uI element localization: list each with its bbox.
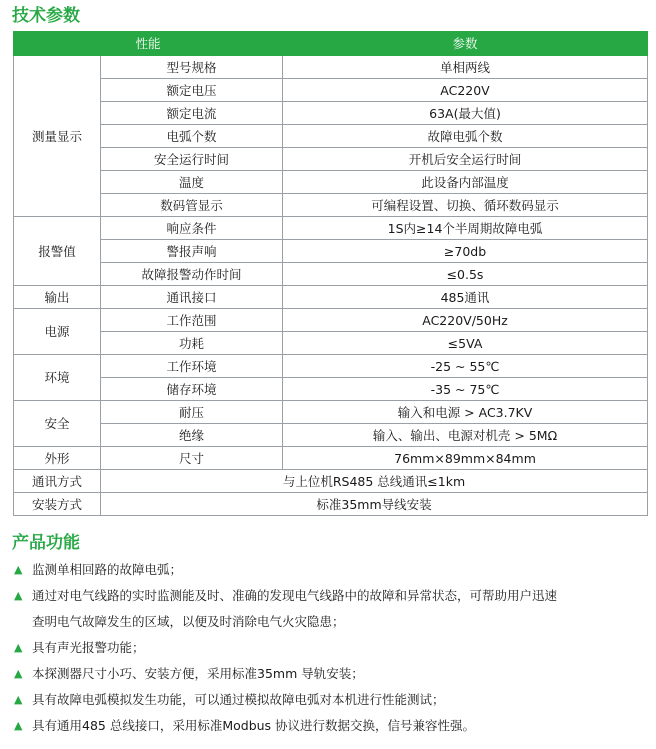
table-row xyxy=(14,309,648,332)
feature-item xyxy=(14,635,644,661)
spec-item: 通讯接口 xyxy=(101,286,283,309)
spec-item: 工作范围 xyxy=(101,309,283,332)
feature-text: 监测单相回路的故障电弧； xyxy=(32,562,183,577)
header-parameter: 参数 xyxy=(283,32,648,56)
table-row xyxy=(14,102,648,125)
table-row xyxy=(14,240,648,263)
spec-item: 安全运行时间 xyxy=(101,148,283,171)
table-row xyxy=(14,217,648,240)
group-label: 通讯方式 xyxy=(14,470,101,493)
spec-value: 输入、输出、电源对机壳 > 5MΩ xyxy=(283,424,648,447)
spec-value: 输入和电源 > AC3.7KV xyxy=(283,401,648,424)
spec-value: -25 ~ 55℃ xyxy=(283,355,648,378)
table-row xyxy=(14,263,648,286)
group-label: 环境 xyxy=(14,355,101,401)
triangle-bullet-icon: ▲ xyxy=(14,693,23,706)
spec-item: 绝缘 xyxy=(101,424,283,447)
spec-item: 型号规格 xyxy=(101,56,283,79)
table-row xyxy=(14,56,648,79)
table-row xyxy=(14,493,648,516)
group-label: 输出 xyxy=(14,286,101,309)
table-row xyxy=(14,194,648,217)
table-row xyxy=(14,286,648,309)
table-row xyxy=(14,470,648,493)
spec-value: -35 ~ 75℃ xyxy=(283,378,648,401)
feature-text: 本探测器尺寸小巧、安装方便，采用标准35mm 导轨安装； xyxy=(32,666,364,681)
table-row xyxy=(14,125,648,148)
spec-item: 警报声响 xyxy=(101,240,283,263)
spec-item: 耐压 xyxy=(101,401,283,424)
spec-item: 功耗 xyxy=(101,332,283,355)
feature-item xyxy=(14,583,644,609)
spec-value: 开机后安全运行时间 xyxy=(283,148,648,171)
spec-value: AC220V/50Hz xyxy=(283,309,648,332)
spec-value: 485通讯 xyxy=(283,286,648,309)
spec-value: 与上位机RS485 总线通讯≤1km xyxy=(101,470,648,493)
spec-value: AC220V xyxy=(283,79,648,102)
table-row xyxy=(14,378,648,401)
spec-item: 电弧个数 xyxy=(101,125,283,148)
spec-value: 标准35mm导线安装 xyxy=(101,493,648,516)
table-row xyxy=(14,79,648,102)
table-row xyxy=(14,355,648,378)
feature-list xyxy=(14,557,644,739)
triangle-bullet-icon: ▲ xyxy=(14,641,23,654)
table-row xyxy=(14,447,648,470)
table-row xyxy=(14,171,648,194)
spec-value: 63A(最大值) xyxy=(283,102,648,125)
spec-value: ≤0.5s xyxy=(283,263,648,286)
spec-value: 此设备内部温度 xyxy=(283,171,648,194)
spec-value: 可编程设置、切换、循环数码显示 xyxy=(283,194,648,217)
spec-value: ≤5VA xyxy=(283,332,648,355)
table-row xyxy=(14,424,648,447)
spec-item: 数码管显示 xyxy=(101,194,283,217)
feature-item xyxy=(14,713,644,739)
feature-item xyxy=(14,661,644,687)
table-row xyxy=(14,401,648,424)
section-title-specs: 技术参数 xyxy=(12,6,80,26)
feature-text: 具有故障电弧模拟发生功能，可以通过模拟故障电弧对本机进行性能测试； xyxy=(32,692,445,707)
feature-text: 通过对电气线路的实时监测能及时、准确的发现电气线路中的故障和异常状态，可帮助用户迅速 xyxy=(32,588,558,603)
feature-text: 具有通用485 总线接口，采用标准Modbus 协议进行数据交换，信号兼容性强。 xyxy=(32,718,476,733)
spec-table-body xyxy=(14,56,648,516)
header-performance: 性能 xyxy=(14,32,283,56)
spec-table xyxy=(13,31,648,516)
feature-text: 具有声光报警功能； xyxy=(32,640,145,655)
group-label: 电源 xyxy=(14,309,101,355)
spec-value: 76mm×89mm×84mm xyxy=(283,447,648,470)
group-label: 报警值 xyxy=(14,217,101,286)
triangle-bullet-icon: ▲ xyxy=(14,719,23,732)
feature-item xyxy=(14,687,644,713)
feature-item xyxy=(14,609,644,635)
triangle-bullet-icon: ▲ xyxy=(14,667,23,680)
triangle-bullet-icon: ▲ xyxy=(14,563,23,576)
spec-item: 额定电压 xyxy=(101,79,283,102)
spec-value: 单相两线 xyxy=(283,56,648,79)
spec-item: 温度 xyxy=(101,171,283,194)
group-label: 外形 xyxy=(14,447,101,470)
feature-item xyxy=(14,557,644,583)
spec-item: 尺寸 xyxy=(101,447,283,470)
spec-item: 工作环境 xyxy=(101,355,283,378)
section-title-features: 产品功能 xyxy=(12,533,80,553)
feature-text: 查明电气故障发生的区域，以便及时消除电气火灾隐患； xyxy=(32,614,345,629)
spec-value: ≥70db xyxy=(283,240,648,263)
group-label: 安全 xyxy=(14,401,101,447)
spec-item: 额定电流 xyxy=(101,102,283,125)
spec-item: 故障报警动作时间 xyxy=(101,263,283,286)
spec-value: 1S内≥14个半周期故障电弧 xyxy=(283,217,648,240)
group-label: 安装方式 xyxy=(14,493,101,516)
spec-item: 储存环境 xyxy=(101,378,283,401)
table-row xyxy=(14,148,648,171)
spec-value: 故障电弧个数 xyxy=(283,125,648,148)
table-row xyxy=(14,332,648,355)
spec-table-header xyxy=(14,32,648,56)
group-label: 测量显示 xyxy=(14,56,101,217)
triangle-bullet-icon: ▲ xyxy=(14,589,23,602)
spec-item: 响应条件 xyxy=(101,217,283,240)
